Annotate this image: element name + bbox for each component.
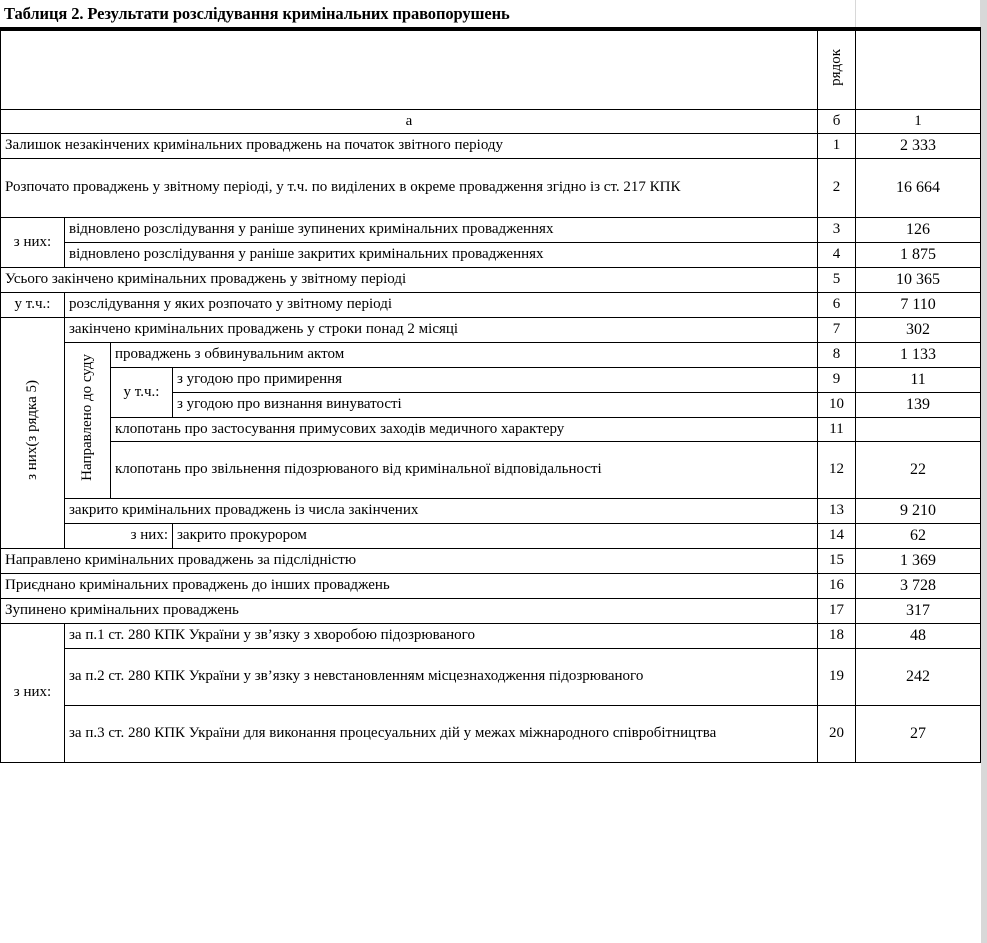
row-number: 2 — [818, 158, 856, 217]
table-row — [1, 441, 981, 498]
group-label-z-nyh: з них: — [1, 217, 65, 267]
group-label-napravleno-cell — [65, 342, 111, 498]
title-column-divider — [855, 0, 856, 27]
row-value: 2 333 — [856, 133, 981, 158]
row-number: 19 — [818, 648, 856, 705]
row-label: клопотань про застосування примусових заходів медичного характеру — [111, 417, 818, 441]
row-label: розслідування у яких розпочато у звітному періоді — [65, 292, 818, 317]
table-row — [1, 623, 981, 648]
table-row — [1, 158, 981, 217]
row-label: Приєднано кримінальних проваджень до інших проваджень — [1, 573, 818, 598]
row-number: 9 — [818, 367, 856, 392]
row-number: 20 — [818, 705, 856, 762]
row-label: Зупинено кримінальних проваджень — [1, 598, 818, 623]
table-row — [1, 705, 981, 762]
table-row — [1, 367, 981, 392]
table-row — [1, 548, 981, 573]
group-label-z-nyh-ryadka5-cell — [1, 317, 65, 548]
row-label: за п.2 ст. 280 КПК України у зв’язку з невстановленням місцезнаходження підозрюваного — [65, 648, 818, 705]
table-row — [1, 573, 981, 598]
row-value: 10 365 — [856, 267, 981, 292]
row-value: 139 — [856, 392, 981, 417]
row-value: 317 — [856, 598, 981, 623]
row-value: 1 133 — [856, 342, 981, 367]
row-number: 6 — [818, 292, 856, 317]
row-label: з угодою про визнання винуватості — [173, 392, 818, 417]
row-label: закрито прокурором — [173, 523, 818, 548]
row-label: Залишок незакінчених кримінальних проваджень на початок звітного періоду — [1, 133, 818, 158]
row-number: 12 — [818, 441, 856, 498]
table-row — [1, 317, 981, 342]
row-label: клопотань про звільнення підозрюваного від кримінальної відповідальності — [111, 441, 818, 498]
header-value-cell — [856, 31, 981, 110]
row-label: з угодою про примирення — [173, 367, 818, 392]
row-number: 13 — [818, 498, 856, 523]
row-value: 302 — [856, 317, 981, 342]
row-number: 14 — [818, 523, 856, 548]
group-label-z-nyh-bottom: з них: — [1, 623, 65, 762]
column-letter-1: 1 — [856, 110, 981, 134]
row-label: закрито кримінальних проваджень із числа закінчених — [65, 498, 818, 523]
group-label-napravleno-do-sudu: Направлено до суду — [79, 353, 96, 481]
page-title: Таблиця 2. Результати розслідування кримінальних правопорушень — [4, 3, 510, 23]
row-number: 5 — [818, 267, 856, 292]
row-value: 242 — [856, 648, 981, 705]
table-row — [1, 133, 981, 158]
table-row — [1, 523, 981, 548]
row-value: 9 210 — [856, 498, 981, 523]
group-label-z-nyh-ryadka5: з них(з рядка 5) — [24, 379, 41, 480]
table-row — [1, 342, 981, 367]
row-value: 1 369 — [856, 548, 981, 573]
column-letter-b: б — [818, 110, 856, 134]
row-label: відновлено розслідування у раніше зупинених кримінальних провадженнях — [65, 217, 818, 242]
column-letter-row — [1, 110, 981, 134]
row-value: 62 — [856, 523, 981, 548]
row-label: відновлено розслідування у раніше закритих кримінальних провадженнях — [65, 242, 818, 267]
row-label: проваджень з обвинувальним актом — [111, 342, 818, 367]
row-number: 10 — [818, 392, 856, 417]
row-number: 11 — [818, 417, 856, 441]
header-row-number-label: рядок — [828, 48, 845, 86]
table-row — [1, 267, 981, 292]
row-number: 17 — [818, 598, 856, 623]
row-value: 11 — [856, 367, 981, 392]
group-label-z-nyh-inner: з них: — [65, 523, 173, 548]
row-label: за п.1 ст. 280 КПК України у зв’язку з хворобою підозрюваного — [65, 623, 818, 648]
table-header-row — [1, 31, 981, 110]
header-row-number-cell — [818, 31, 856, 110]
row-value — [856, 417, 981, 441]
row-label: за п.3 ст. 280 КПК України для виконання процесуальних дій у межах міжнародного співробітництва — [65, 705, 818, 762]
table-row — [1, 417, 981, 441]
group-label-u-tch-inner: у т.ч.: — [111, 367, 173, 417]
results-table — [0, 30, 981, 763]
row-value: 7 110 — [856, 292, 981, 317]
row-number: 18 — [818, 623, 856, 648]
row-number: 4 — [818, 242, 856, 267]
row-number: 16 — [818, 573, 856, 598]
row-number: 15 — [818, 548, 856, 573]
row-number: 3 — [818, 217, 856, 242]
row-number: 7 — [818, 317, 856, 342]
row-label: Розпочато проваджень у звітному періоді, у т.ч. по виділених в окреме провадження згідно із ст. 217 КПК — [1, 158, 818, 217]
table-title-row — [0, 0, 981, 30]
table-row — [1, 648, 981, 705]
column-letter-a: а — [1, 110, 818, 134]
row-label: закінчено кримінальних проваджень у строки понад 2 місяці — [65, 317, 818, 342]
group-label-u-tch: у т.ч.: — [1, 292, 65, 317]
row-value: 3 728 — [856, 573, 981, 598]
row-value: 16 664 — [856, 158, 981, 217]
row-value: 48 — [856, 623, 981, 648]
header-blank-cell — [1, 31, 818, 110]
row-number: 1 — [818, 133, 856, 158]
table-row — [1, 598, 981, 623]
row-label: Направлено кримінальних проваджень за підслідністю — [1, 548, 818, 573]
row-number: 8 — [818, 342, 856, 367]
table-row — [1, 498, 981, 523]
table-row — [1, 242, 981, 267]
row-value: 1 875 — [856, 242, 981, 267]
table-row — [1, 217, 981, 242]
row-label: Усього закінчено кримінальних проваджень у звітному періоді — [1, 267, 818, 292]
row-value: 126 — [856, 217, 981, 242]
row-value: 27 — [856, 705, 981, 762]
row-value: 22 — [856, 441, 981, 498]
table-row — [1, 292, 981, 317]
